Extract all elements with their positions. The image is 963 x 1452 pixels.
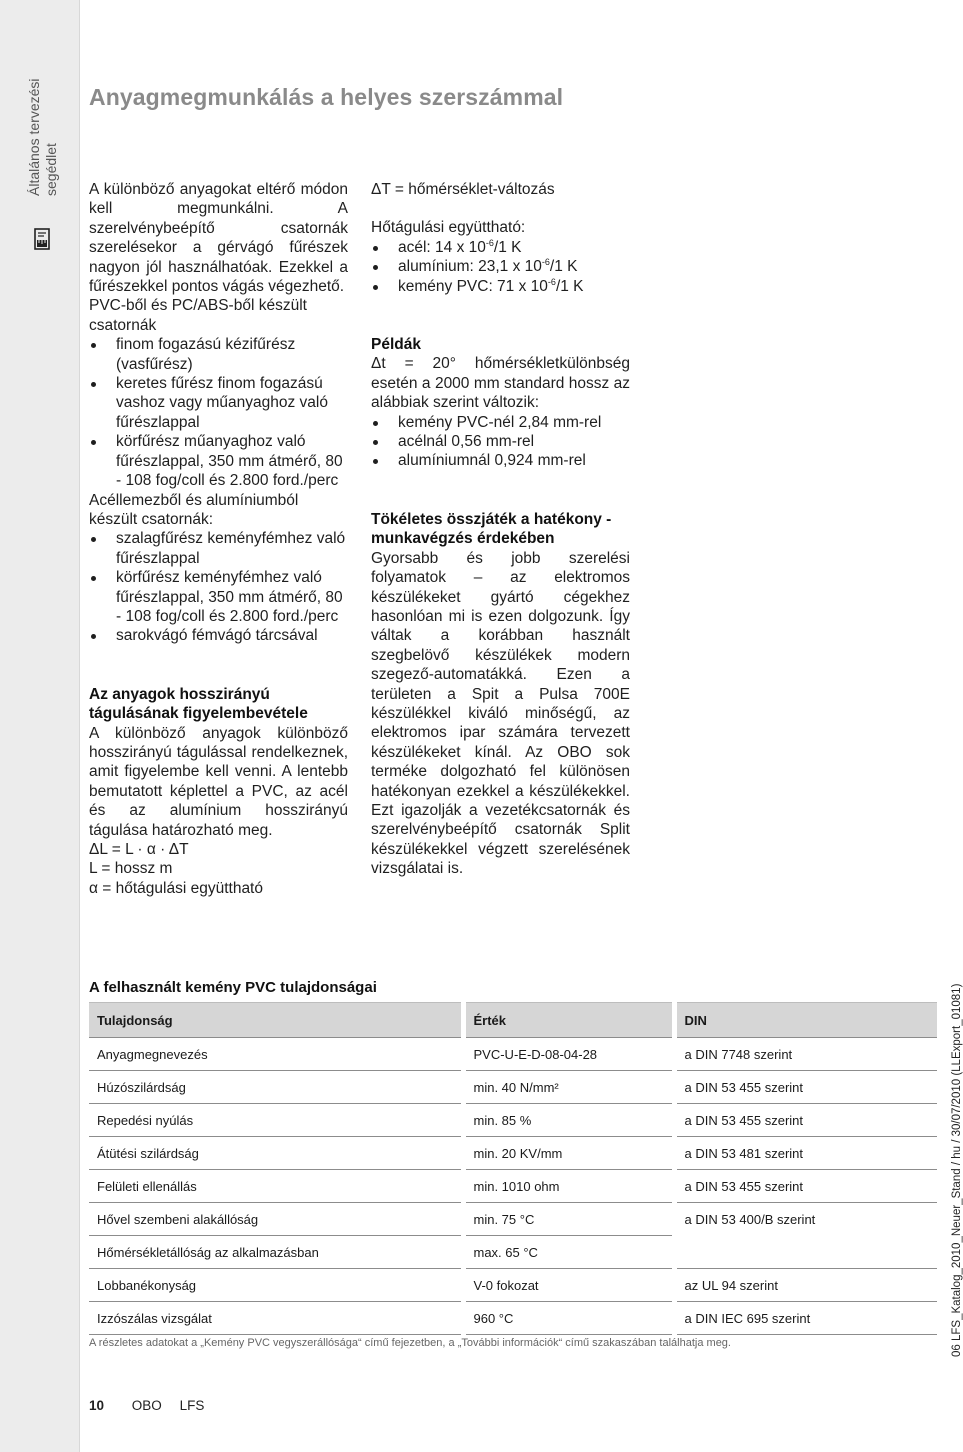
list-item: alumínium: 23,1 x $10^{-6}/1$ K [371,257,630,276]
examples-heading: Példák [371,336,421,354]
list-item: sarokvágó fémvágó tárcsával [89,626,348,645]
cell-value: min. 20 KV/mm [463,1137,674,1170]
column-header-din: DIN [674,1003,937,1038]
cell-value: min. 40 N/mm² [463,1071,674,1104]
expansion-heading: Az anyagok hosszirányú tágulásának figyelembevétele [89,685,308,723]
formula: ΔL = L · α · ΔT [89,841,189,858]
cell-property: Izzószálas vizsgálat [89,1302,463,1335]
page-footer [89,1398,204,1413]
cell-property: Hőmérsékletállóság az alkalmazásban [89,1236,463,1269]
coefficient-list [371,238,630,296]
delta-t-definition: ΔT = hőmérséklet-változás [371,181,555,198]
left-column [89,180,348,898]
cell-value: max. 65 °C [463,1236,674,1269]
cell-din: a DIN 53 455 szerint [674,1104,937,1137]
cell-din: a DIN 53 455 szerint [674,1170,937,1203]
steel-tool-list [89,529,348,645]
list-item: finom fogazású kézifűrész (vasfűrész) [89,335,348,374]
efficiency-paragraph: Gyorsabb és jobb szerelési folyamatok – az elektromos készülékeket gyártó cégekhez hasonlóan mi is ezen dolgozunk. Így váltak a korábban használt szegbelövő készülékek modern szegező-automatákká. Ezen a területen a Spit a Pulsa 700E készülékkel kiváló minőségű, az elektromos ipar számára tervezett készülékeket kínál. Az OBO sok terméke dolgozható fel különösen hatékonyan ezekkel a készülékekkel. Ezt igazolják a vezetékcsatornák és szerelvénybeépítő csatornák Split készülékekkel végzett szerelésének vizsgálatai is. [371,549,630,878]
table-footnote: A részletes adatokat a „Kemény PVC vegyszerállósága“ című fejezetben, a „További információk“ című szakaszában találhatja meg. [89,1337,731,1349]
pvc-tool-list [89,335,348,490]
formula-length: L = hossz m [89,860,173,878]
table-title: A felhasznált kemény PVC tulajdonságai [89,979,377,996]
ruler-document-icon [34,228,50,250]
table-row [89,1170,937,1203]
cell-property: Repedési nyúlás [89,1104,463,1137]
table-row [89,1203,937,1236]
formula-alpha: α = hőtágulási együttható [89,879,263,897]
table-row [89,1269,937,1302]
brand-name: OBO [131,1398,162,1413]
table-row [89,1038,937,1071]
cell-value: 960 °C [463,1302,674,1335]
product-line: LFS [179,1398,205,1413]
list-item: kemény PVC-nél 2,84 mm-rel [371,413,630,432]
table-row [89,1104,937,1137]
efficiency-heading: Tökéletes összjáték a hatékony - munkavégzés érdekében [371,510,612,548]
cell-value: min. 1010 ohm [463,1170,674,1203]
coefficient-heading: Hőtágulási együttható: [371,219,526,237]
list-item: acélnál 0,56 mm-rel [371,432,630,451]
page-number: 10 [89,1398,105,1413]
table-row [89,1071,937,1104]
cell-value: V-0 fokozat [463,1269,674,1302]
cell-property: Lobbanékonyság [89,1269,463,1302]
cell-din: a DIN IEC 695 szerint [674,1302,937,1335]
cell-din: a DIN 7748 szerint [674,1038,937,1071]
cell-property: Húzószilárdság [89,1071,463,1104]
list-item: acél: 14 x $10^{-6}/1$ K [371,238,630,257]
pvc-properties-table [89,1002,937,1335]
cell-property: Felületi ellenállás [89,1170,463,1203]
cell-din [674,1236,937,1269]
list-item: alumíniumnál 0,924 mm-rel [371,451,630,470]
right-column [371,180,630,879]
steel-heading: Acéllemezből és alumíniumból készült csatornák: [89,491,299,528]
cell-property: Hővel szembeni alakállóság [89,1203,463,1236]
list-item: kemény PVC: 71 x $10^{-6}/1$ K [371,277,630,296]
cell-din: a DIN 53 400/B szerint [684,1211,816,1227]
cell-din: a DIN 53 481 szerint [674,1137,937,1170]
list-item: keretes fűrész finom fogazású vashoz vagy műanyaghoz való fűrészlappal [89,374,348,432]
examples-list [371,413,630,471]
sidebar [0,0,80,1452]
column-header-value: Érték [463,1003,674,1038]
cell-value: min. 75 °C [463,1203,674,1236]
examples-paragraph: Δt = 20° hőmérsékletkülönbség esetén a 2000 mm standard hossz az alábbiak szerint változik: [371,355,630,412]
section-label-line2: segédlet [43,143,59,196]
cell-din: a DIN 53 455 szerint [674,1071,937,1104]
expansion-paragraph: A különböző anyagok különböző hosszirányú tágulással rendelkeznek, amit figyelembe kell venni. A lentebb bemutatott képlettel a PVC, az acél és az alumínium hosszirányú tágulása határozható meg. [89,724,348,839]
cell-value: PVC-U-E-D-08-04-28 [463,1038,674,1071]
table-header-row [89,1003,937,1038]
cell-property: Átütési szilárdság [89,1137,463,1170]
cell-property: Anyagmegnevezés [89,1038,463,1071]
table-row [89,1137,937,1170]
document-code: 06 LFS_Katalog_2010_Neuer_Stand / hu / 30/07/2010 (LLExport_01081) [951,983,963,1357]
pvc-heading: PVC-ből és PC/ABS-ből készült csatornák [89,297,307,334]
section-label-line1: Általános tervezési [26,78,42,196]
list-item: körfűrész műanyaghoz való fűrészlappal, 350 mm átmérő, 80 - 108 fog/coll és 2.800 ford./perc [89,432,348,490]
list-item: szalagfűrész keményfémhez való fűrészlappal [89,529,348,568]
table-row [89,1236,937,1269]
page-title: Anyagmegmunkálás a helyes szerszámmal [89,84,564,110]
cell-din: az UL 94 szerint [674,1269,937,1302]
intro-paragraph: A különböző anyagokat eltérő módon kell megmunkálni. A szerelvénybeépítő csatornák szerelésekor a gérvágó fűrészek nagyon jól használhatóak. Ezekkel a fűrészekkel pontos vágás végezhető. [89,181,348,296]
section-label [26,78,60,196]
list-item: körfűrész keményfémhez való fűrészlappal, 350 mm átmérő, 80 - 108 fog/coll és 2.800 ford./perc [89,568,348,626]
cell-value: min. 85 % [463,1104,674,1137]
column-header-property: Tulajdonság [89,1003,463,1038]
table-row [89,1302,937,1335]
